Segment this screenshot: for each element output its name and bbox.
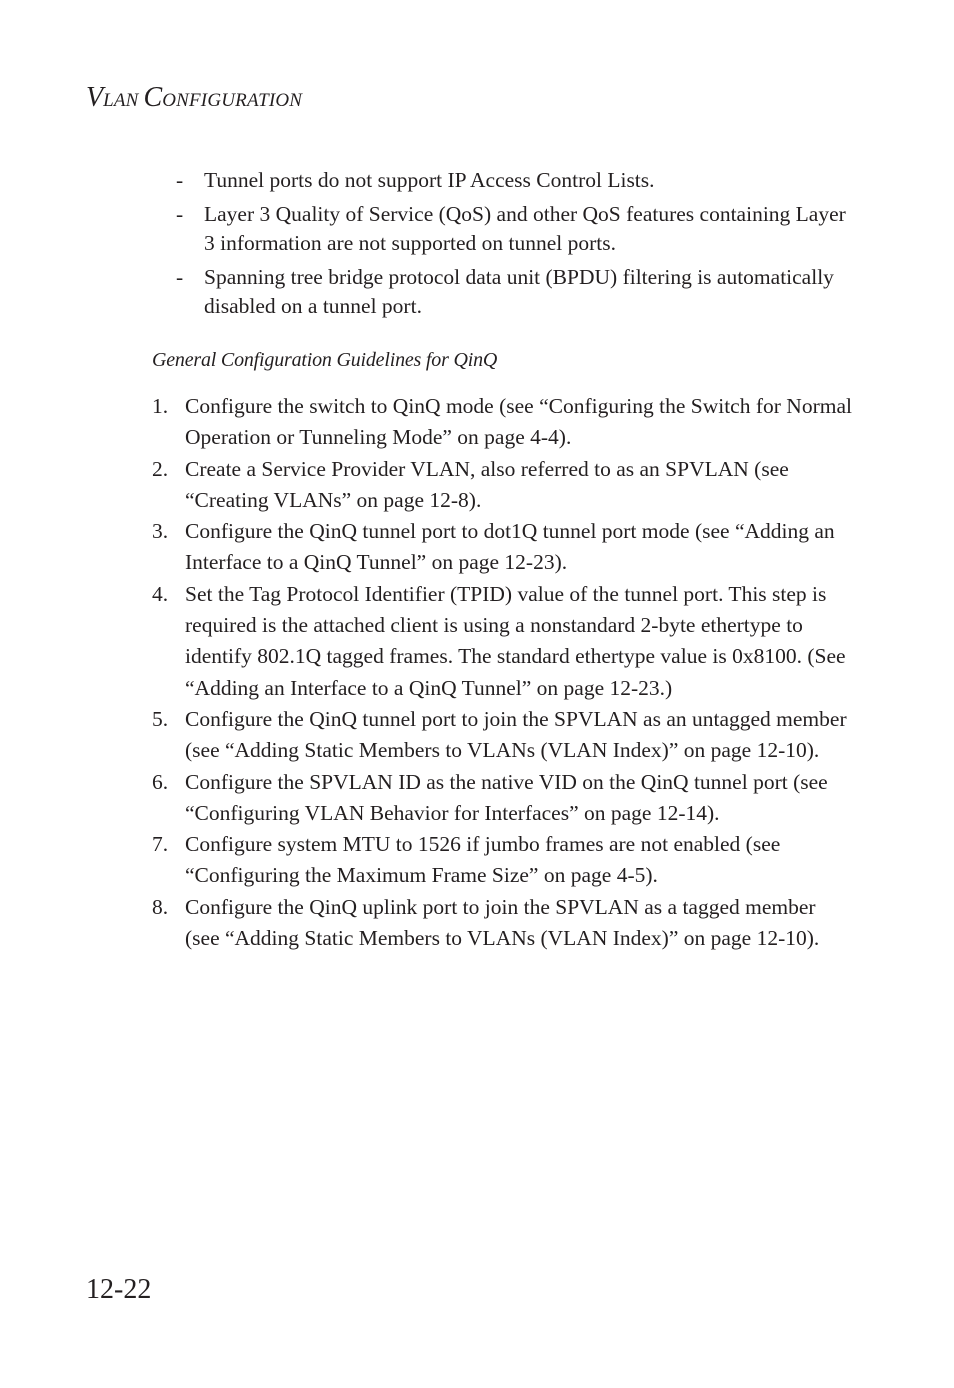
step-number: 6. [152,769,169,794]
list-item-text: Tunnel ports do not support IP Access Control Lists. [204,168,655,192]
step-number: 5. [152,706,169,731]
step-item [152,829,852,892]
section-subheading: General Configuration Guidelines for QinQ [152,349,498,371]
running-head-configuration: ONFIGURATION [162,90,303,111]
guidelines-steps-list [152,391,852,954]
step-text: Configure system MTU to 1526 if jumbo frames are not enabled (see “Configuring the Maximum Frame Size” on page 4-5). [185,832,781,888]
page-number: 12-22 [86,1274,152,1305]
step-number: 4. [152,581,169,606]
running-head [86,78,302,121]
list-item-text: Spanning tree bridge protocol data unit (BPDU) filtering is automatically disabled on a tunnel port. [204,264,834,318]
list-item [176,200,856,259]
dash-marker: - [176,168,184,192]
list-item [176,166,856,196]
dash-marker: - [176,201,184,226]
step-item [152,391,852,454]
step-item [152,579,852,704]
running-head-lan: LAN [103,90,144,111]
list-item-text: Layer 3 Quality of Service (QoS) and other QoS features containing Layer 3 information are not supported on tunnel ports. [204,201,846,255]
step-number: 7. [152,832,169,857]
restrictions-list [176,166,856,326]
step-item [152,704,852,767]
step-number: 1. [152,394,169,418]
step-text: Configure the QinQ tunnel port to dot1Q tunnel port mode (see “Adding an Interface to a QinQ Tunnel” on page 12-23). [185,519,835,575]
step-item [152,892,852,955]
step-number: 8. [152,894,169,919]
step-text: Configure the switch to QinQ mode (see “Configuring the Switch for Normal Operation or Tunneling Mode” on page 4-4). [185,394,852,450]
step-number: 2. [152,456,169,481]
list-item [176,263,856,322]
step-number: 3. [152,519,169,544]
step-item [152,516,852,579]
step-text: Configure the QinQ uplink port to join the SPVLAN as a tagged member (see “Adding Static Members to VLANs (VLAN Index)” on page 12-10). [185,894,820,951]
step-item [152,454,852,517]
dash-marker: - [176,264,184,289]
step-text: Create a Service Provider VLAN, also referred to as an SPVLAN (see “Creating VLANs” on page 12-8). [185,456,789,512]
running-head-cap-v: V [86,82,104,113]
step-text: Configure the SPVLAN ID as the native VID on the QinQ tunnel port (see “Configuring VLAN Behavior for Interfaces” on page 12-14). [185,769,828,825]
step-item [152,767,852,830]
step-text: Configure the QinQ tunnel port to join the SPVLAN as an untagged member (see “Adding Static Members to VLANs (VLAN Index)” on page 12-10). [185,706,847,763]
running-head-cap-c: C [143,82,163,113]
step-text: Set the Tag Protocol Identifier (TPID) value of the tunnel port. This step is required is the attached client is using a nonstandard 2-byte ethertype to identify 802.1Q tagged frames. The standard ethertype value is 0x8100. (See “Adding an Interface to a QinQ Tunnel” on page 12-23.) [185,581,846,700]
